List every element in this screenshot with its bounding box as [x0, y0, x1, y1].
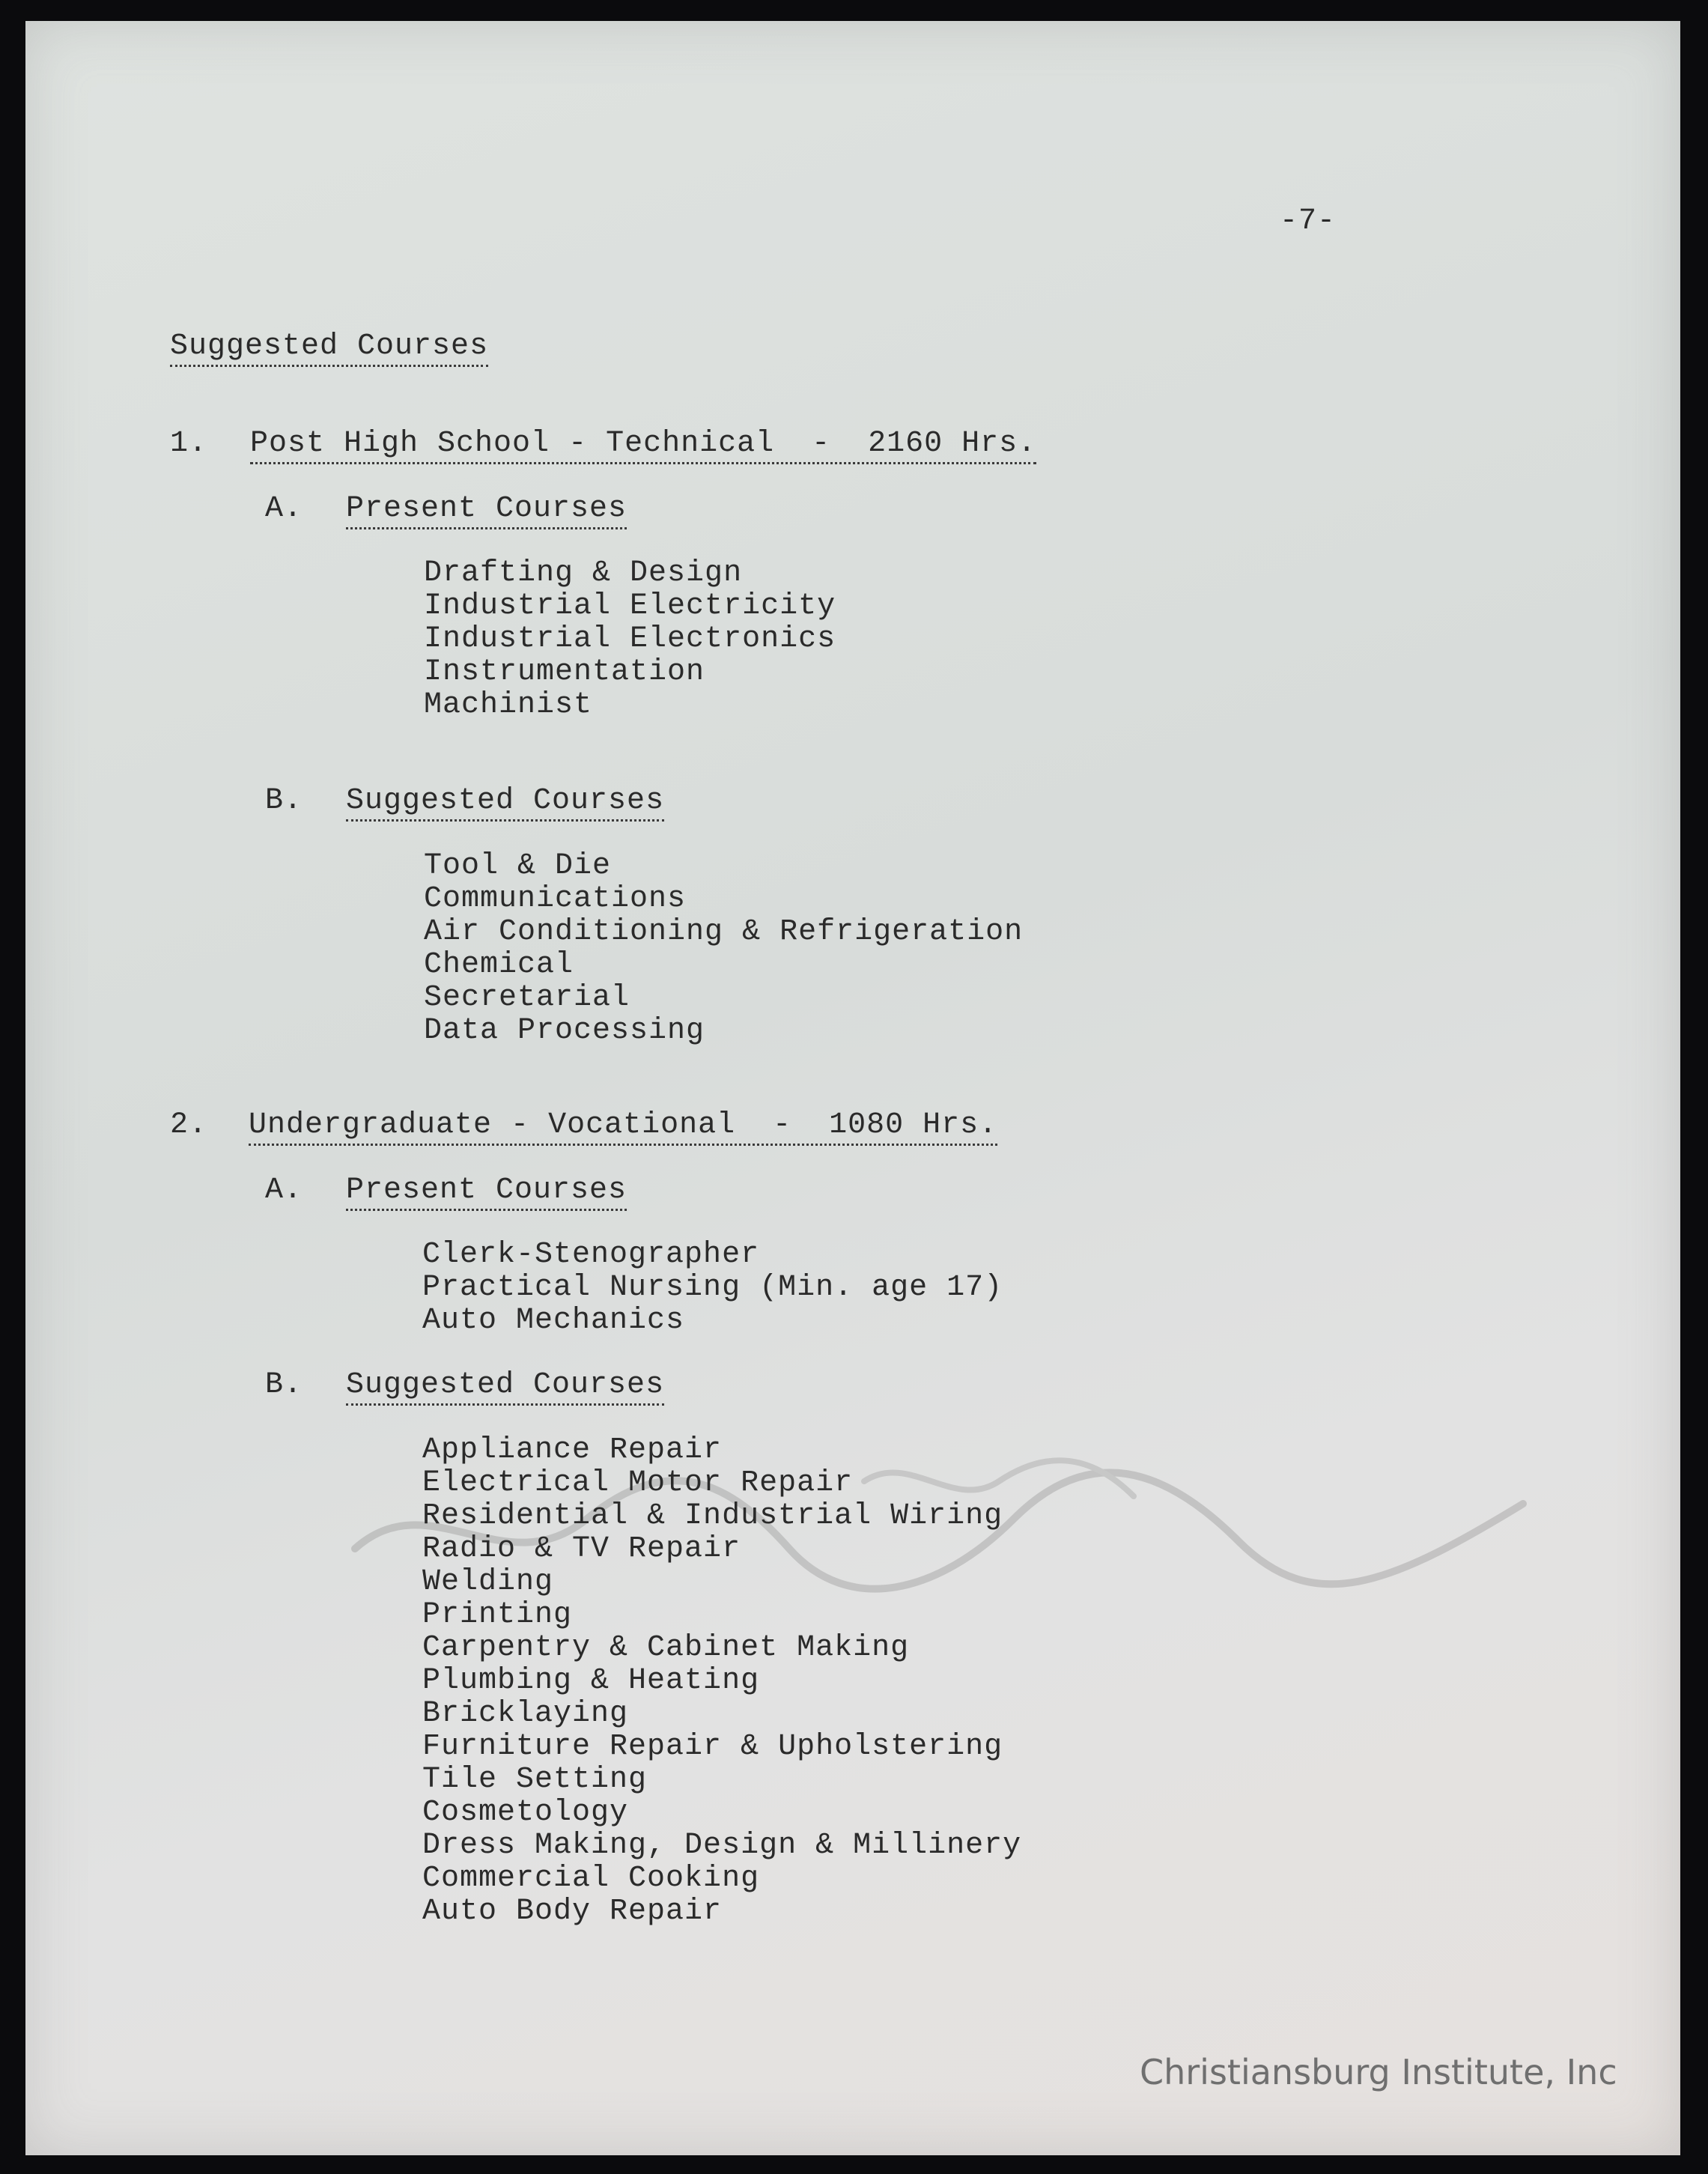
- list-item: Radio & TV Repair: [422, 1532, 741, 1566]
- list-item: Auto Mechanics: [422, 1304, 685, 1338]
- list-item: Industrial Electricity: [424, 589, 836, 623]
- list-item: Auto Body Repair: [422, 1895, 723, 1928]
- section-1-suggested-letter: B.: [265, 784, 303, 818]
- section-1-present-list: [424, 557, 836, 722]
- section-1-suggested-list: [424, 850, 1023, 1048]
- list-item: Plumbing & Heating: [422, 1664, 760, 1698]
- section-2-number: 2.: [170, 1108, 208, 1142]
- list-item: Electrical Motor Repair: [422, 1466, 854, 1500]
- list-item: Practical Nursing (Min. age 17): [422, 1271, 1003, 1305]
- list-item: Welding: [422, 1565, 554, 1599]
- section-2-suggested-letter: B.: [265, 1368, 303, 1402]
- section-2-suggested-label: Suggested Courses: [346, 1369, 664, 1406]
- section-1-present-label: Present Courses: [346, 493, 627, 529]
- section-1-suggested-label: Suggested Courses: [346, 785, 664, 822]
- list-item: Commercial Cooking: [422, 1862, 760, 1895]
- list-item: Secretarial: [424, 981, 630, 1015]
- list-item: Communications: [424, 882, 687, 916]
- list-item: Tile Setting: [422, 1763, 648, 1797]
- page-number: -7-: [1280, 204, 1337, 238]
- section-1-number: 1.: [170, 427, 208, 461]
- list-item: Industrial Electronics: [424, 622, 836, 656]
- list-item: Clerk-Stenographer: [422, 1238, 760, 1272]
- list-item: Bricklaying: [422, 1697, 629, 1731]
- list-item: Printing: [422, 1598, 573, 1632]
- list-item: Data Processing: [424, 1014, 705, 1048]
- section-2-present-letter: A.: [265, 1173, 303, 1207]
- document-page: [25, 21, 1680, 2155]
- section-2-present-list: [422, 1239, 1003, 1338]
- list-item: Dress Making, Design & Millinery: [422, 1829, 1022, 1862]
- list-item: Appliance Repair: [422, 1433, 723, 1467]
- list-item: Instrumentation: [424, 655, 705, 689]
- section-1-present-letter: A.: [265, 492, 303, 526]
- list-item: Tool & Die: [424, 849, 612, 883]
- list-item: Furniture Repair & Upholstering: [422, 1730, 1003, 1764]
- list-item: Chemical: [424, 948, 574, 982]
- list-item: Machinist: [424, 688, 593, 722]
- list-item: Drafting & Design: [424, 556, 743, 590]
- list-item: Air Conditioning & Refrigeration: [424, 915, 1024, 949]
- list-item: Cosmetology: [422, 1796, 629, 1830]
- section-1-heading: Post High School - Technical - 2160 Hrs.: [250, 428, 1036, 464]
- section-2-suggested-list: [422, 1434, 1021, 1928]
- watermark: Christiansburg Institute, Inc: [1140, 2052, 1617, 2092]
- list-item: Carpentry & Cabinet Making: [422, 1631, 910, 1665]
- section-2-present-label: Present Courses: [346, 1174, 627, 1211]
- page-title: Suggested Courses: [170, 330, 488, 367]
- section-2-heading: Undergraduate - Vocational - 1080 Hrs.: [249, 1109, 997, 1146]
- list-item: Residential & Industrial Wiring: [422, 1499, 1003, 1533]
